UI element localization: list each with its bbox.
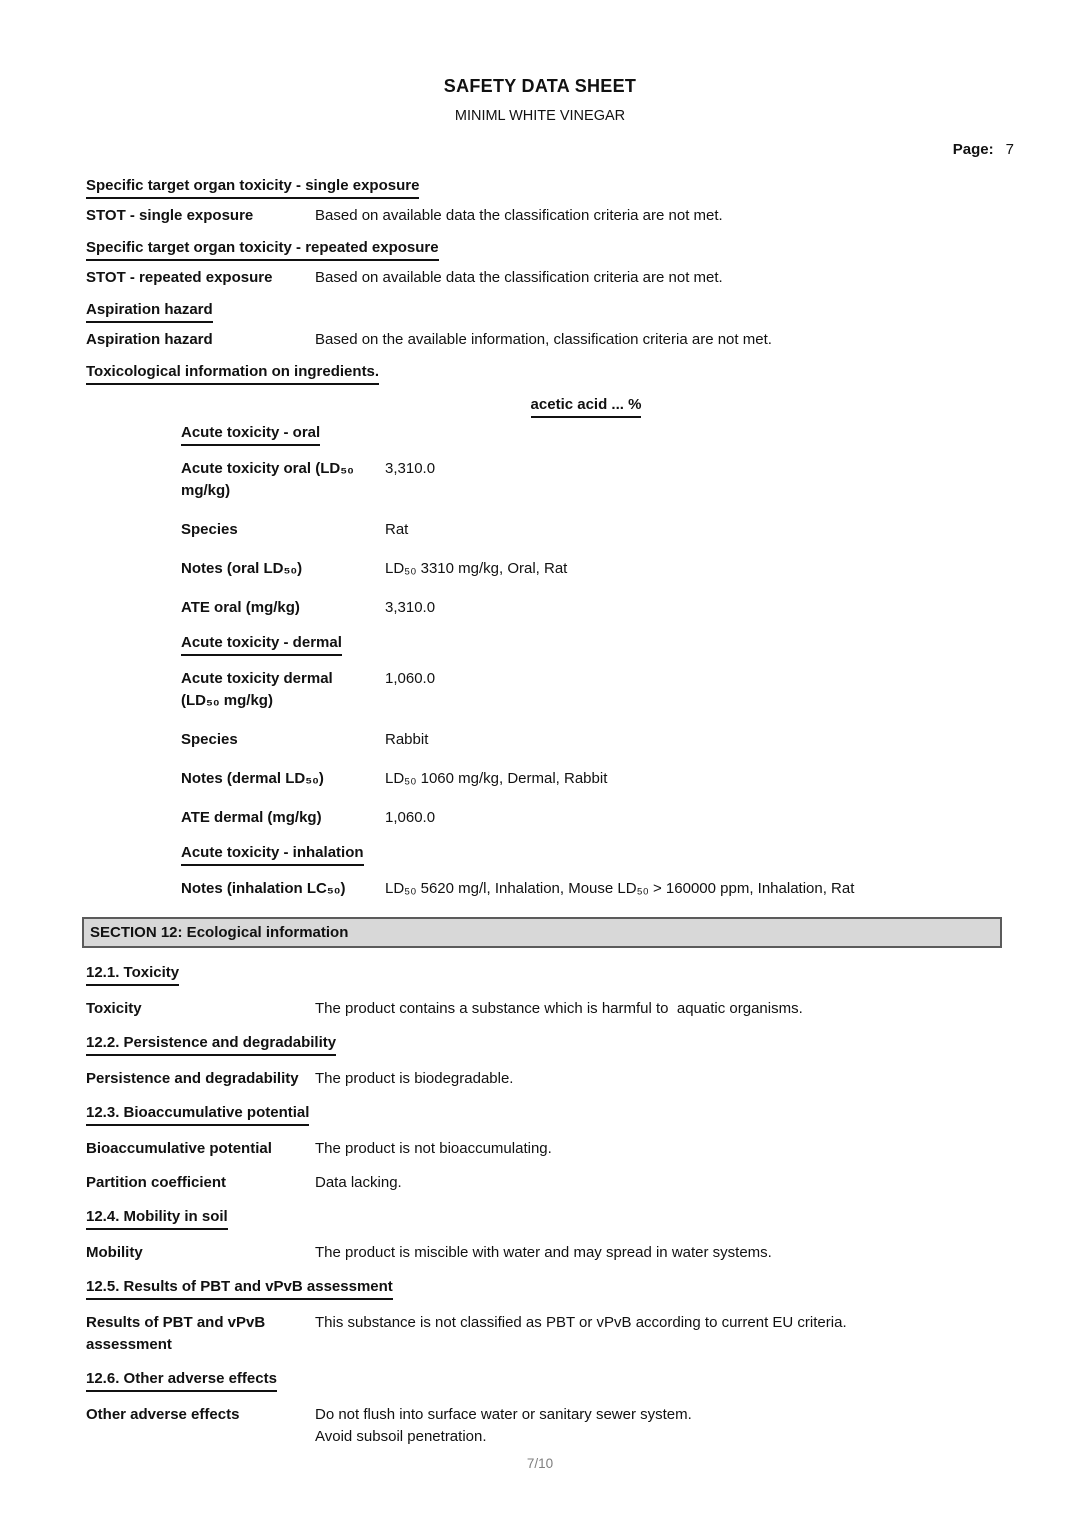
field-label: Acute toxicity dermal (LD₅₀ mg/kg) xyxy=(181,670,333,709)
substance-heading: acetic acid ... % xyxy=(130,394,1042,418)
field-row xyxy=(86,329,998,351)
group-acute-inhalation xyxy=(181,842,998,900)
field-label: Toxicity xyxy=(86,1000,142,1017)
section12-content xyxy=(86,962,998,1448)
field-value: The product is biodegradable. xyxy=(315,1070,514,1087)
field-label: Results of PBT and vPvB assessment xyxy=(86,1314,266,1353)
section-heading: Aspiration hazard xyxy=(86,299,998,323)
subsection-12-2-persistence xyxy=(86,1032,998,1090)
subsection-12-5-pbt xyxy=(86,1276,998,1356)
subsection-12-4-mobility xyxy=(86,1206,998,1264)
field-row xyxy=(181,558,998,580)
field-row xyxy=(181,768,998,790)
field-value: This substance is not classified as PBT or vPvB according to current EU criteria. xyxy=(315,1314,847,1331)
field-row xyxy=(181,458,998,502)
field-row xyxy=(86,1138,998,1160)
field-row xyxy=(86,205,998,227)
field-label: Partition coefficient xyxy=(86,1174,227,1191)
subsection-12-3-bioaccumulative xyxy=(86,1102,998,1194)
field-row xyxy=(86,1068,998,1090)
field-value: Rat xyxy=(385,521,409,538)
field-label: STOT - repeated exposure xyxy=(86,269,273,286)
section-heading: Toxicological information on ingredients. xyxy=(86,361,998,385)
page-indicator-line xyxy=(0,139,1080,160)
section-stot-repeated xyxy=(86,237,998,289)
field-label: Mobility xyxy=(86,1244,143,1261)
field-value: The product is miscible with water and may spread in water systems. xyxy=(315,1244,772,1261)
field-row xyxy=(86,267,998,289)
field-value: Based on available data the classification criteria are not met. xyxy=(315,207,723,224)
field-label: STOT - single exposure xyxy=(86,207,254,224)
subsection-heading: 12.1. Toxicity xyxy=(86,962,998,986)
subsection-12-6-other-adverse xyxy=(86,1368,998,1448)
section-aspiration-hazard xyxy=(86,299,998,351)
field-value: The product contains a substance which is harmful to aquatic organisms. xyxy=(315,1000,803,1017)
field-label: Notes (oral LD₅₀) xyxy=(181,560,303,577)
section-heading: Specific target organ toxicity - single exposure xyxy=(86,175,998,199)
field-value: 1,060.0 xyxy=(385,809,436,826)
group-acute-oral xyxy=(181,422,998,619)
group-heading: Acute toxicity - inhalation xyxy=(181,842,998,866)
field-value: Based on the available information, classification criteria are not met. xyxy=(315,331,772,348)
field-label: Bioaccumulative potential xyxy=(86,1140,272,1157)
group-heading: Acute toxicity - dermal xyxy=(181,632,998,656)
field-label: Species xyxy=(181,521,238,538)
document-header xyxy=(0,76,1080,160)
field-label: Acute toxicity oral (LD₅₀ mg/kg) xyxy=(181,460,354,499)
field-value: 3,310.0 xyxy=(385,599,436,616)
subsection-heading: 12.5. Results of PBT and vPvB assessment xyxy=(86,1276,998,1300)
field-value: 1,060.0 xyxy=(385,670,436,687)
field-label: ATE oral (mg/kg) xyxy=(181,599,300,616)
field-row xyxy=(181,878,998,900)
field-row xyxy=(181,597,998,619)
group-acute-dermal xyxy=(181,632,998,829)
subsection-heading: 12.4. Mobility in soil xyxy=(86,1206,998,1230)
field-row xyxy=(86,998,998,1020)
field-label: ATE dermal (mg/kg) xyxy=(181,809,322,826)
field-row xyxy=(181,519,998,541)
section12-title-bar: SECTION 12: Ecological information xyxy=(82,917,1002,948)
field-value: 3,310.0 xyxy=(385,460,436,477)
field-value: Data lacking. xyxy=(315,1174,402,1191)
page-label: Page: xyxy=(952,141,994,158)
field-label: Other adverse effects xyxy=(86,1406,240,1423)
page-number: 7 xyxy=(1005,141,1014,158)
product-name: MINIML WHITE VINEGAR xyxy=(454,108,626,124)
field-label: Notes (dermal LD₅₀) xyxy=(181,770,324,787)
document-body xyxy=(86,175,998,1448)
field-value: The product is not bioaccumulating. xyxy=(315,1140,552,1157)
field-value: Do not flush into surface water or sanitary sewer system. Avoid subsoil penetration. xyxy=(315,1406,692,1445)
field-row xyxy=(181,668,998,712)
ingredient-toxicity-block xyxy=(181,422,998,900)
document-title: SAFETY DATA SHEET xyxy=(443,76,637,96)
footer-page-indicator: 7/10 xyxy=(526,1456,554,1471)
subsection-12-1-toxicity xyxy=(86,962,998,1020)
field-value: Rabbit xyxy=(385,731,429,748)
field-row xyxy=(86,1172,998,1194)
section-toxicological-ingredients xyxy=(86,361,998,900)
field-row xyxy=(181,729,998,751)
field-row xyxy=(86,1312,998,1356)
section-stot-single xyxy=(86,175,998,227)
field-value: LD₅₀ 5620 mg/l, Inhalation, Mouse LD₅₀ > 160000 ppm, Inhalation, Rat xyxy=(385,880,855,897)
subsection-heading: 12.3. Bioaccumulative potential xyxy=(86,1102,998,1126)
field-label: Notes (inhalation LC₅₀) xyxy=(181,880,346,897)
field-value: LD₅₀ 3310 mg/kg, Oral, Rat xyxy=(385,560,568,577)
field-row xyxy=(86,1404,998,1448)
field-row xyxy=(86,1242,998,1264)
group-heading: Acute toxicity - oral xyxy=(181,422,998,446)
field-value: LD₅₀ 1060 mg/kg, Dermal, Rabbit xyxy=(385,770,608,787)
field-label: Species xyxy=(181,731,238,748)
subsection-heading: 12.6. Other adverse effects xyxy=(86,1368,998,1392)
field-value: Based on available data the classification criteria are not met. xyxy=(315,269,723,286)
field-label: Persistence and degradability xyxy=(86,1070,299,1087)
subsection-heading: 12.2. Persistence and degradability xyxy=(86,1032,998,1056)
field-label: Aspiration hazard xyxy=(86,331,213,348)
field-row xyxy=(181,807,998,829)
section-heading: Specific target organ toxicity - repeated exposure xyxy=(86,237,998,261)
